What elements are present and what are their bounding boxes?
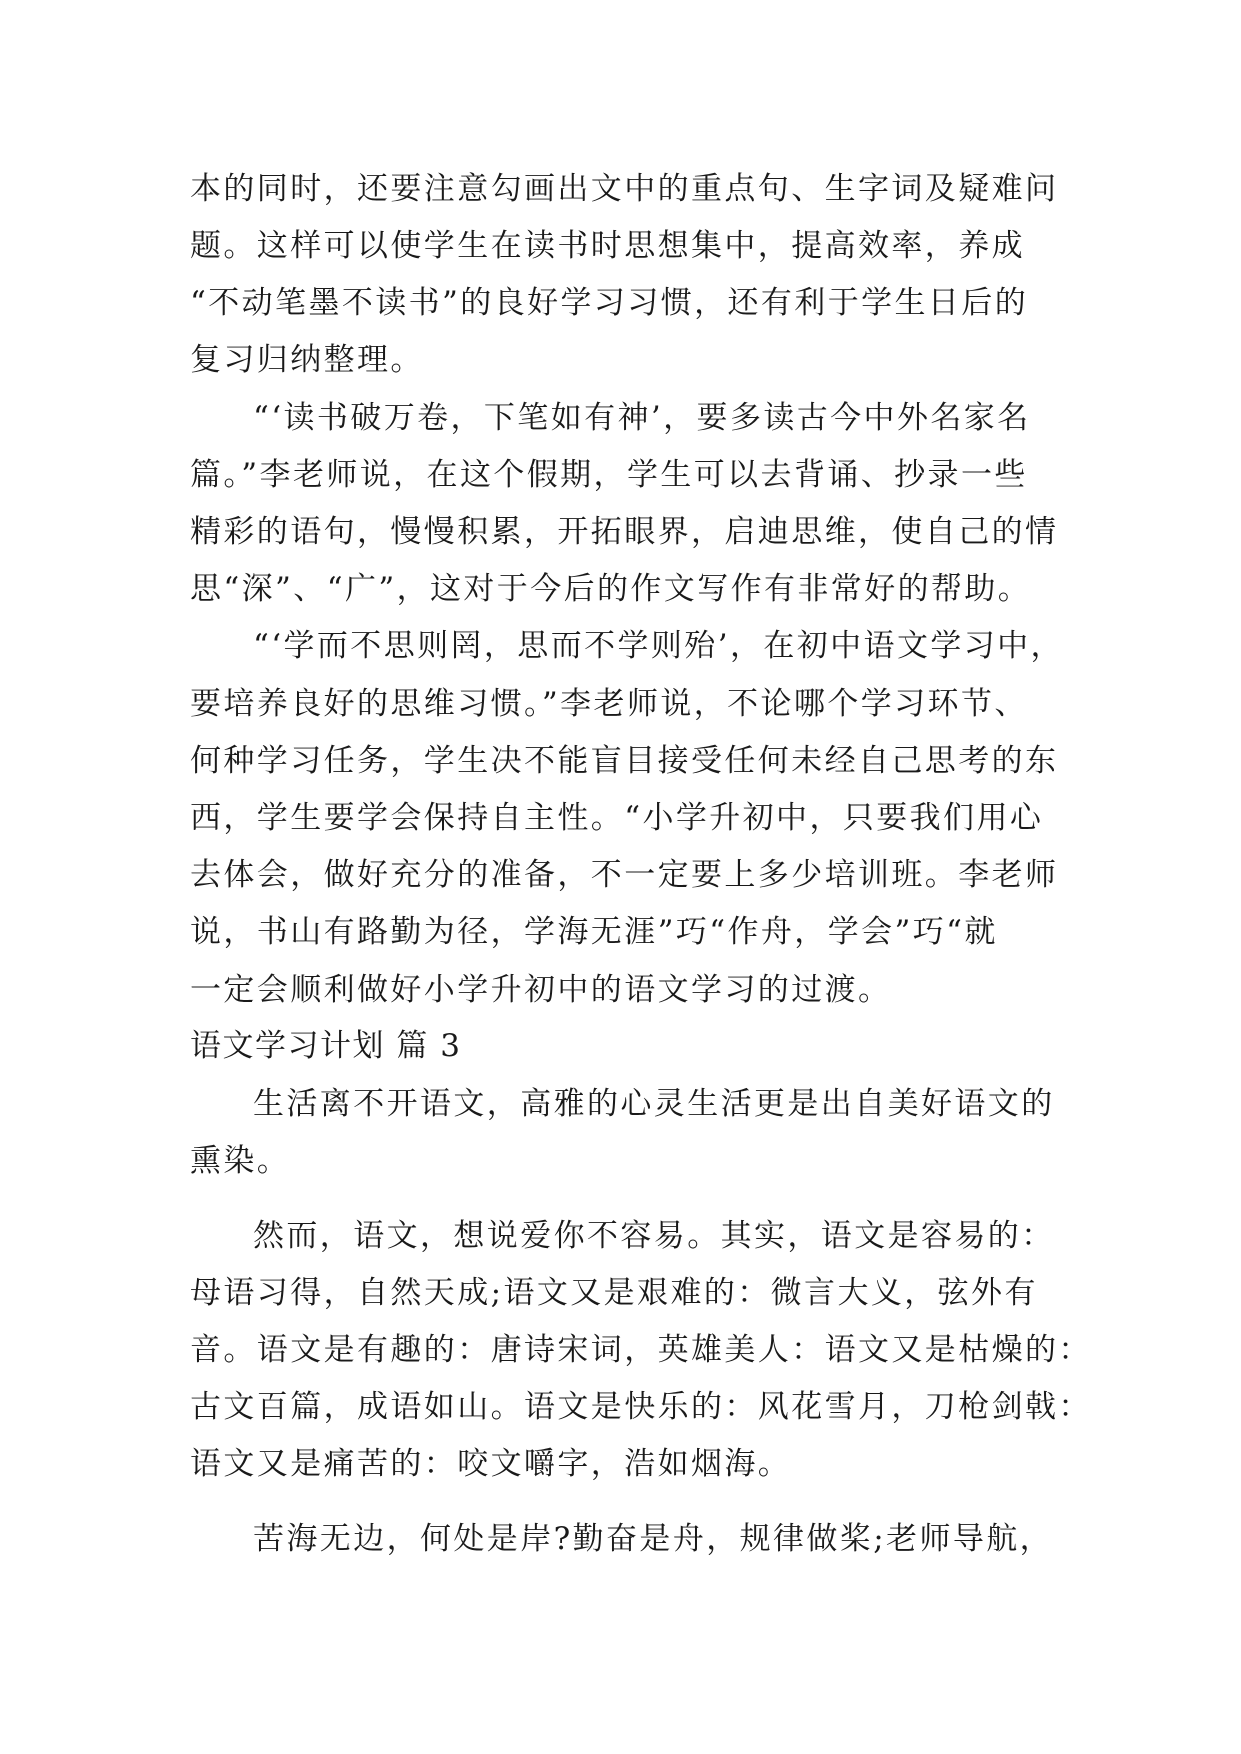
paragraph-line: 一定会顺利做好小学升初中的语文学习的过渡。: [190, 972, 892, 1008]
paragraph-line: 复习归纳整理。: [190, 342, 424, 378]
paragraph-line: 何种学习任务，学生决不能盲目接受任何未经自己思考的东: [190, 743, 1059, 779]
section-heading: 语文学习计划 篇 3: [190, 1028, 462, 1064]
paragraph-line: 思“深”、“广”，这对于今后的作文写作有非常好的帮助。: [190, 571, 1032, 607]
paragraph-line: “‘学而不思则罔，思而不学则殆’，在初中语文学习中，: [253, 628, 1064, 664]
paragraph-line: 题。这样可以使学生在读书时思想集中，提高效率，养成: [190, 228, 1025, 264]
paragraph-line: 音。语文是有趣的：唐诗宋词，英雄美人：语文又是枯燥的：: [190, 1332, 1092, 1368]
paragraph-line: 母语习得，自然天成;语文又是艰难的：微言大义，弦外有: [190, 1275, 1038, 1311]
paragraph-line: 古文百篇，成语如山。语文是快乐的：风花雪月，刀枪剑戟：: [190, 1389, 1092, 1425]
paragraph-line: 篇。”李老师说，在这个假期，学生可以去背诵、抄录一些: [190, 457, 1028, 493]
paragraph-line: 苦海无边，何处是岸?勤奋是舟，规律做桨;老师导航，: [253, 1521, 1054, 1557]
paragraph-line: 然而，语文，想说爱你不容易。其实，语文是容易的：: [253, 1218, 1055, 1254]
paragraph-line: 精彩的语句，慢慢积累，开拓眼界，启迪思维，使自己的情: [190, 514, 1059, 550]
paragraph-line: 熏染。: [190, 1143, 291, 1179]
paragraph-line: 去体会，做好充分的准备，不一定要上多少培训班。李老师: [190, 857, 1059, 893]
paragraph-line: 语文又是痛苦的：咬文嚼字，浩如烟海。: [190, 1446, 792, 1482]
paragraph-line: 说，书山有路勤为径，学海无涯”巧“作舟，学会”巧“就: [190, 914, 998, 950]
paragraph-line: 西，学生要学会保持自主性。“小学升初中，只要我们用心: [190, 800, 1044, 836]
paragraph-line: 要培养良好的思维习惯。”李老师说，不论哪个学习环节、: [190, 686, 1028, 722]
paragraph-line: “‘读书破万卷，下笔如有神’，要多读古今中外名家名: [253, 400, 1031, 436]
paragraph-line: “不动笔墨不读书”的良好学习习惯，还有利于学生日后的: [190, 285, 1029, 321]
paragraph-line: 本的同时，还要注意勾画出文中的重点句、生字词及疑难问: [190, 171, 1059, 207]
paragraph-line: 生活离不开语文，高雅的心灵生活更是出自美好语文的: [253, 1086, 1055, 1122]
